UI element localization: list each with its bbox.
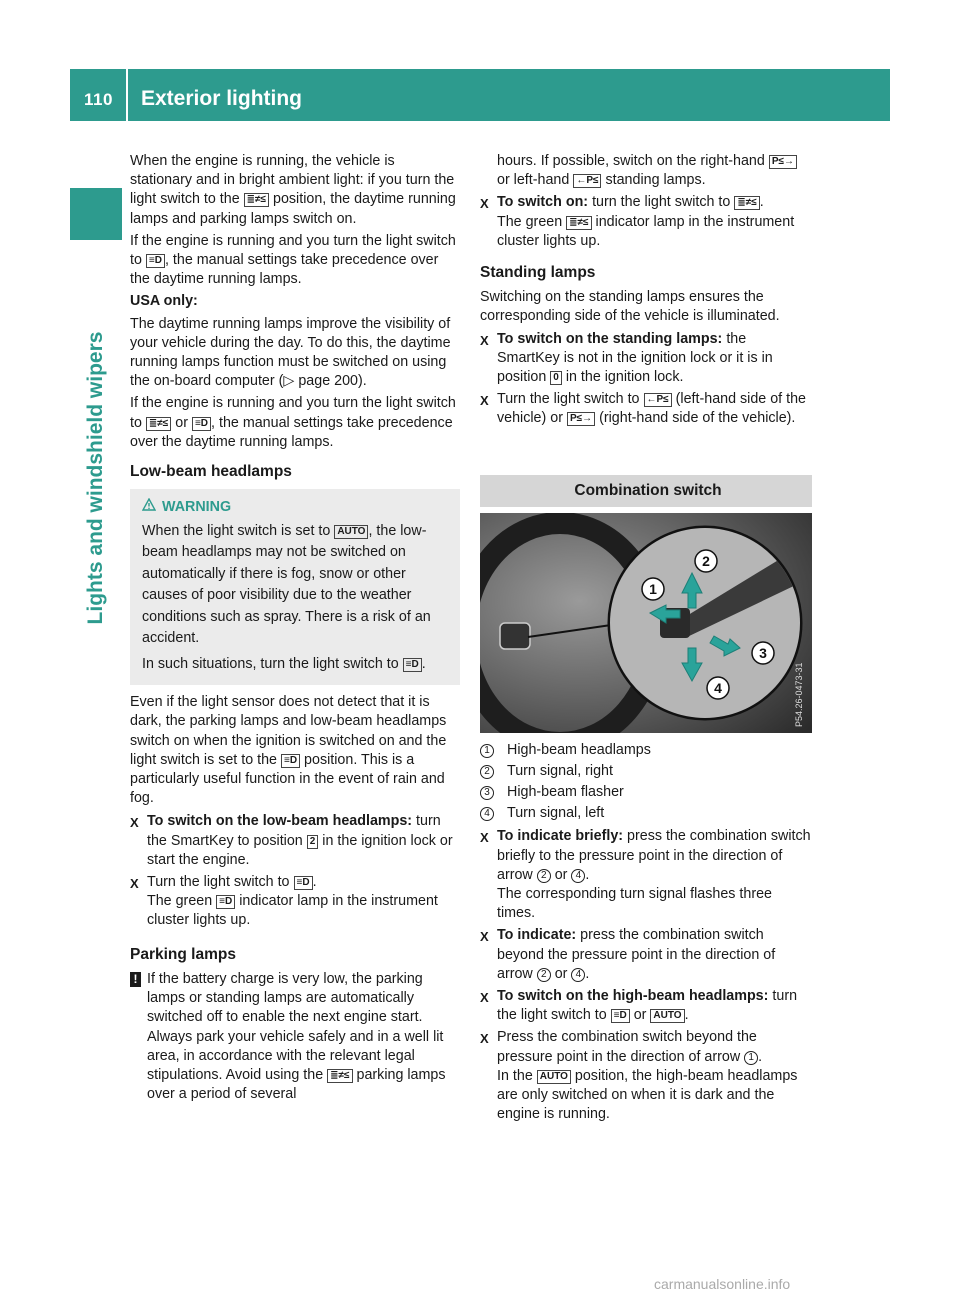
step-switch-on: X To switch on: turn the light switch to ≣≠≤ . The green ≣≠≤ indicator lamp in the instrument cluster lights up. (480, 194, 795, 249)
warning-heading: WARNING (142, 497, 448, 519)
light-switch-detail (500, 623, 530, 649)
combination-switch-illustration (480, 513, 812, 733)
low-beam-icon: ≡D (192, 417, 211, 431)
low-beam-icon: ≡D (216, 895, 235, 909)
right-column (480, 152, 812, 1128)
legend (480, 741, 812, 824)
image-code: P54.26-0473-31 (794, 662, 804, 727)
step-arrow-icon: X (480, 929, 489, 945)
side-chapter-label: Lights and windshield wipers (84, 331, 107, 625)
legend-item: 2 Turn signal, right (480, 762, 812, 781)
step-arrow-icon: X (480, 332, 489, 348)
warning-triangle-icon (142, 497, 156, 519)
key-position-badge: 2 (307, 835, 319, 849)
combination-switch-heading: Combination switch (480, 475, 812, 507)
step-flash: X Press the combination switch beyond the pressure point in the direction of arrow 1 . In the AUTO position, the high-beam headlamps are only switched on when it is dark and the engine is running. (480, 1029, 798, 1123)
step-indicate-briefly: X To indicate briefly: press the combination switch briefly to the pressure point in the direction of arrow 2 or 4 . The corresponding turn signal flashes three times. (480, 828, 811, 922)
step-turn-switch: X Turn the light switch to ≡D . The green ≡D indicator lamp in the instrument cluster lights up. (130, 874, 438, 929)
paragraph-standing: Switching on the standing lamps ensures the corresponding side of the vehicle is illuminated. (480, 289, 780, 325)
warning-text-1: When the light switch is set to AUTO , the low-beam headlamps may not be switched on automatically if there is fog, snow or other causes of poor visibility due to the weather conditions such as spray. There is a risk of an accident. (142, 522, 431, 647)
low-beam-icon: ≡D (611, 1009, 630, 1023)
parking-lamps-heading: Parking lamps (130, 945, 236, 963)
parking-lamps-icon: ≣≠≤ (734, 196, 759, 210)
standing-left-icon: ←P≤ (644, 393, 672, 407)
auto-icon: AUTO (650, 1009, 684, 1023)
usa-only-label: USA only: (130, 293, 198, 310)
step-arrow-icon: X (480, 393, 489, 409)
step-arrow-icon: X (480, 196, 489, 212)
step-arrow-icon: X (130, 815, 139, 831)
parking-lamps-icon: ≣≠≤ (327, 1069, 352, 1083)
warning-box (130, 489, 460, 685)
step-arrow-icon: X (480, 1031, 489, 1047)
step-standing-side: X Turn the light switch to ←P≤ (left-hand side of the vehicle) or P≤→ (right-hand side of the vehicle). (480, 391, 806, 427)
paragraph-manual-settings: If the engine is running and you turn the light switch to ≣≠≤ or ≡D , the manual settings take precedence over the daytime running lamps. (130, 395, 456, 450)
standing-lamps-heading: Standing lamps (480, 264, 596, 282)
step-arrow-icon: X (480, 830, 489, 846)
warning-text-2: In such situations, turn the light switch to ≡D . (142, 655, 426, 672)
low-beam-icon: ≡D (403, 658, 422, 672)
low-beam-icon: ≡D (281, 754, 300, 768)
standing-left-icon: ←P≤ (573, 174, 601, 188)
auto-icon: AUTO (334, 525, 368, 539)
low-beam-icon: ≡D (294, 876, 313, 890)
parking-lamps-icon: ≣≠≤ (566, 216, 591, 230)
page-number: 110 (84, 90, 113, 109)
svg-text:1: 1 (649, 580, 657, 597)
step-high-beam-on: X To switch on the high-beam headlamps: turn the light switch to ≡D or AUTO . (480, 988, 798, 1024)
legend-item: 4 Turn signal, left (480, 804, 812, 823)
step-arrow-icon: X (480, 990, 489, 1006)
paragraph-manual-precedence: If the engine is running and you turn the light switch to ≡D , the manual settings take precedence over the daytime running lamps. (130, 232, 456, 288)
note-battery: ! If the battery charge is very low, the parking lamps or standing lamps are automatically switched off to enable the next engine start. Always park your vehicle safely and in a well lit area, in accordance with the relevant legal stipulations. Avoid using the ≣≠≤ parking lamps over a period of several (130, 970, 460, 1104)
paragraph-light-sensor: Even if the light sensor does not detect that it is dark, the parking lamps and low-beam headlamps switch on when the ignition is switched on and the light switch is set to the ≡D position. This is a particularly useful function in the event of rain and fog. (130, 694, 447, 807)
key-position-badge: 0 (550, 371, 562, 385)
section-title: Exterior lighting (141, 87, 303, 110)
footer-watermark: carmanualsonline.info (654, 1276, 791, 1292)
low-beam-icon: ≡D (146, 254, 165, 268)
parking-lamps-icon: ≣≠≤ (146, 417, 171, 431)
paragraph-usa: The daytime running lamps improve the visibility of your vehicle during the day. To do this, the daytime running lamps function must be switched on using the on-board computer (▷ page 200). (130, 315, 451, 390)
parking-lamps-icon: ≣≠≤ (244, 193, 269, 207)
standing-right-icon: P≤→ (769, 155, 797, 169)
paragraph-daytime: When the engine is running, the vehicle is stationary and in bright ambient light: if you turn the light switch to the ≣≠≤ position, the daytime running lamps and parking lamps switch on. (130, 153, 456, 227)
legend-item: 3 High-beam flasher (480, 783, 812, 802)
svg-text:2: 2 (702, 552, 710, 569)
svg-text:4: 4 (714, 679, 722, 696)
step-arrow-icon: X (130, 876, 139, 892)
standing-right-icon: P≤→ (567, 412, 595, 426)
step-indicate: X To indicate: press the combination switch beyond the pressure point in the direction of arrow 2 or 4 . (480, 927, 776, 982)
side-tab-block (70, 188, 122, 240)
svg-text:3: 3 (759, 644, 767, 661)
step-standing-on: X To switch on the standing lamps: the SmartKey is not in the ignition lock or it is in position 0 in the ignition lock. (480, 330, 773, 386)
paragraph-continued: hours. If possible, switch on the right-hand P≤→ or left-hand ←P≤ standing lamps. (480, 152, 812, 190)
header-separator (126, 69, 128, 121)
low-beam-heading: Low-beam headlamps (130, 463, 292, 481)
left-column (130, 152, 460, 1104)
legend-item: 1 High-beam headlamps (480, 741, 812, 760)
exclamation-icon: ! (130, 972, 141, 987)
step-low-beam-on: X To switch on the low-beam headlamps: turn the SmartKey to position 2 in the ignition lock or start the engine. (130, 813, 453, 868)
auto-icon: AUTO (537, 1070, 571, 1084)
